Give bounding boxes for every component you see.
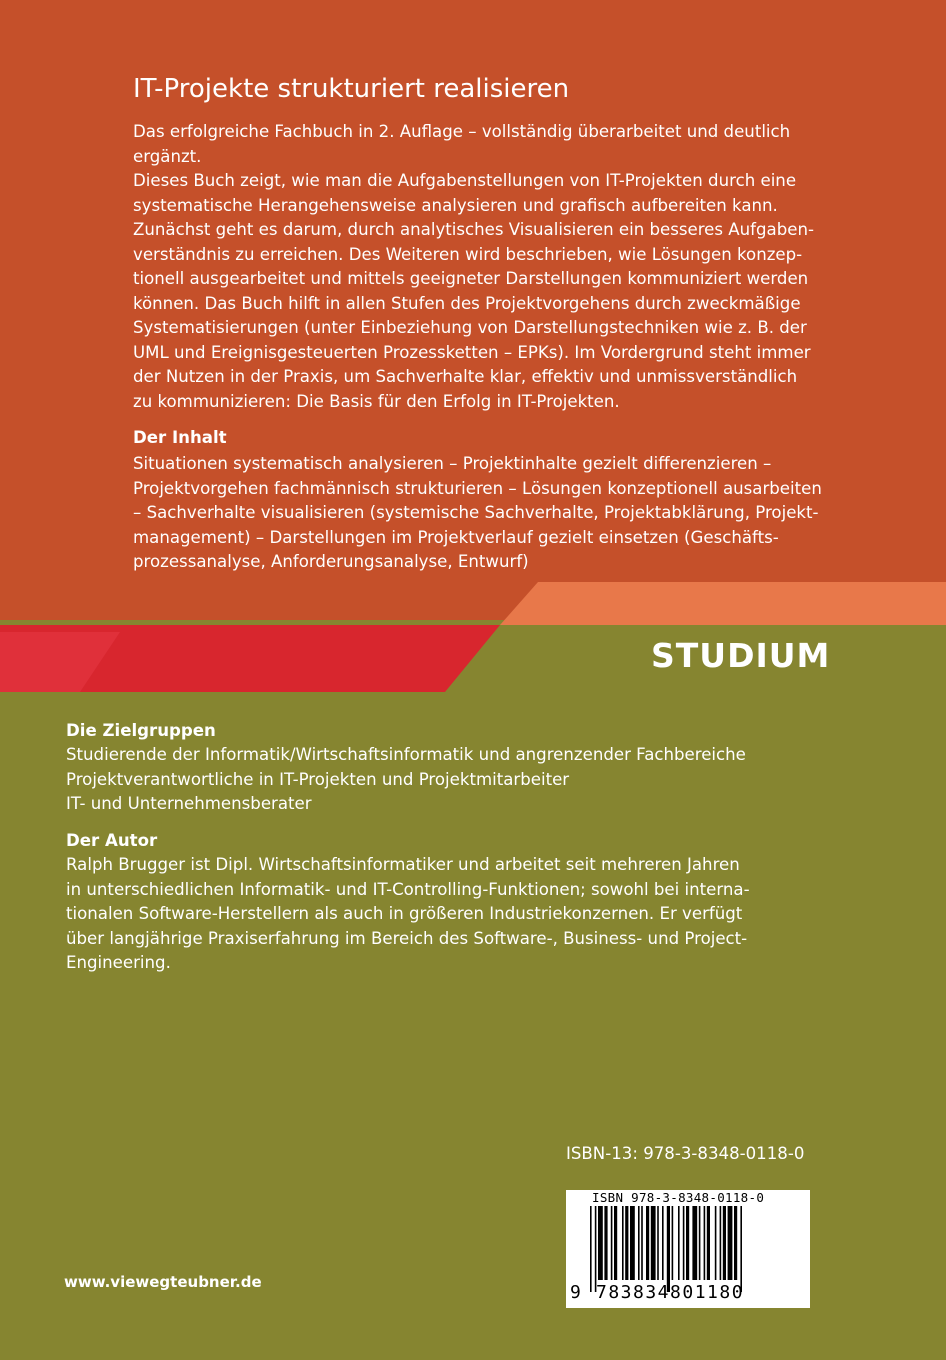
barcode-bar [622, 1206, 624, 1280]
barcode-bar [728, 1206, 733, 1280]
intro-line: tionell ausgearbeitet und mittels geeigneter Darstellungen kommuniziert werden [133, 269, 809, 288]
autor-line: über langjährige Praxiserfahrung im Bereich des Software-, Business- und Project- [66, 928, 748, 948]
barcode-bar [641, 1206, 643, 1280]
zielgruppen-line: IT- und Unternehmensberater [66, 794, 312, 813]
intro-line: Das erfolgreiche Fachbuch in 2. Auflage – vollständig überarbeitet und deutlich [133, 122, 791, 141]
barcode-bar [625, 1206, 628, 1280]
intro-line: Dieses Buch zeigt, wie man die Aufgabenstellungen von IT-Projekten durch eine [133, 171, 797, 190]
barcode-bar [704, 1206, 706, 1280]
website-link[interactable]: www.viewegteubner.de [64, 1273, 262, 1291]
barcode-lead-digit: 9 [570, 1282, 581, 1303]
zielgruppen-text [66, 743, 746, 817]
autor-line: tionalen Software-Herstellern als auch in größeren Industriekonzernen. Er verfügt [66, 904, 743, 923]
barcode-bar [707, 1206, 710, 1280]
barcode-bar [734, 1206, 737, 1280]
barcode-bar [630, 1206, 635, 1280]
inhalt-line: prozessanalyse, Anforderungsanalyse, Entwurf) [133, 552, 529, 571]
barcode-bar [598, 1206, 603, 1280]
barcode-bar [683, 1206, 685, 1280]
autor-line: Engineering. [66, 953, 171, 972]
barcode-bar [667, 1206, 670, 1292]
inhalt-text [133, 452, 822, 575]
intro-line: ergänzt. [133, 146, 202, 166]
intro-text [133, 120, 814, 414]
barcode-bar [657, 1206, 659, 1280]
barcode-bar [678, 1206, 680, 1280]
barcode-bar [686, 1206, 689, 1280]
barcode-bar [740, 1206, 742, 1292]
barcode-bar [595, 1206, 597, 1292]
inhalt-line: management) – Darstellungen im Projektverlauf gezielt einsetzen (Geschäfts- [133, 527, 779, 547]
zielgruppen-line: Projektverantwortliche in IT-Projekten und Projektmitarbeiter [66, 769, 570, 789]
barcode-bar [720, 1206, 722, 1280]
isbn-label: ISBN-13: 978-3-8348-0118-0 [566, 1144, 805, 1163]
barcode-bar [646, 1206, 649, 1280]
barcode-top-text: ISBN 978-3-8348-0118-0 [592, 1190, 765, 1205]
intro-line: zu kommunizieren: Die Basis für den Erfolg in IT-Projekten. [133, 391, 620, 411]
barcode-bar [723, 1206, 726, 1280]
intro-line: Systematisierungen (unter Einbeziehung von Darstellungstechniken wie z. B. der [133, 318, 807, 337]
intro-line: können. Das Buch hilft in allen Stufen des Projektvorgehens durch zweckmäßige [133, 293, 801, 313]
barcode-bar [604, 1206, 607, 1280]
barcode-bar [699, 1206, 701, 1280]
barcode-digits: 783834801180 [596, 1282, 745, 1303]
barcode-bar [662, 1206, 664, 1280]
intro-line: der Nutzen in der Praxis, um Sachverhalte klar, effektiv und unmissverständlich [133, 367, 798, 386]
barcode-bar [672, 1206, 674, 1280]
barcode-bar [638, 1206, 640, 1280]
intro-line: systematische Herangehensweise analysieren und grafisch aufbereiten kann. [133, 195, 778, 215]
inhalt-line: – Sachverhalte visualisieren (systemische Sachverhalte, Projektabklärung, Projekt- [133, 503, 819, 522]
intro-line: verständnis zu erreichen. Des Weiteren wird beschrieben, wie Lösungen konzep- [133, 244, 803, 264]
intro-line: Zunächst geht es darum, durch analytisches Visualisieren ein besseres Aufgaben- [133, 220, 814, 239]
barcode-bar [651, 1206, 656, 1280]
barcode-bar [614, 1206, 617, 1280]
inhalt-heading: Der Inhalt [133, 428, 227, 447]
autor-line: Ralph Brugger ist Dipl. Wirtschaftsinformatiker und arbeitet seit mehreren Jahren [66, 855, 740, 874]
light-stripe [500, 582, 946, 625]
barcode-bar [692, 1206, 697, 1280]
zielgruppen-heading: Die Zielgruppen [66, 721, 216, 740]
autor-text [66, 853, 750, 976]
barcode [566, 1190, 810, 1308]
autor-heading: Der Autor [66, 831, 158, 850]
zielgruppen-line: Studierende der Informatik/Wirtschaftsinformatik und angrenzender Fachbereiche [66, 745, 746, 764]
barcode-bar [590, 1206, 592, 1292]
intro-line: UML und Ereignisgesteuerten Prozessketten – EPKs). Im Vordergrund steht immer [133, 342, 811, 362]
inhalt-line: Situationen systematisch analysieren – Projektinhalte gezielt differenzieren – [133, 454, 772, 473]
inhalt-line: Projektvorgehen fachmännisch strukturieren – Lösungen konzeptionell ausarbeiten [133, 478, 822, 498]
autor-line: in unterschiedlichen Informatik- und IT-Controlling-Funktionen; sowohl bei interna- [66, 879, 750, 899]
barcode-bar [611, 1206, 613, 1280]
book-title: IT-Projekte strukturiert realisieren [133, 74, 570, 104]
barcode-bar [715, 1206, 717, 1280]
series-label: STUDIUM [651, 636, 831, 675]
